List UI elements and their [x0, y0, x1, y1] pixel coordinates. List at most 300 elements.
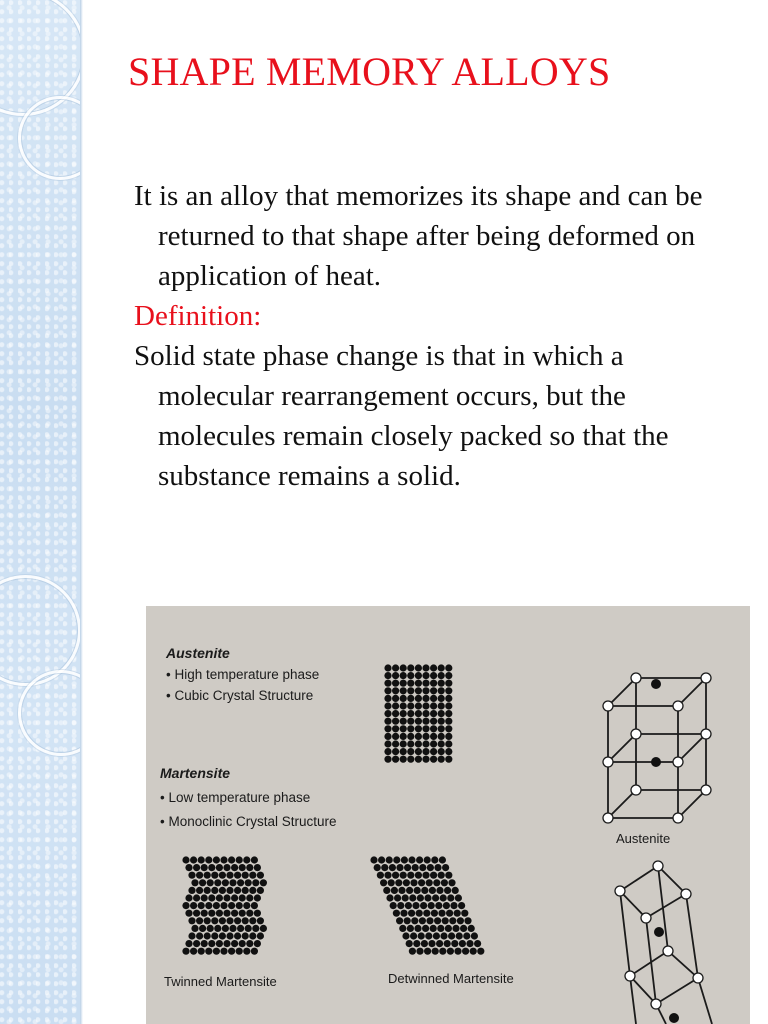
- atom: [231, 910, 238, 917]
- atom: [438, 672, 445, 679]
- atom: [448, 932, 455, 939]
- atom: [188, 872, 195, 879]
- atom: [254, 894, 261, 901]
- atom: [408, 910, 415, 917]
- atom: [445, 687, 452, 694]
- atom: [245, 879, 252, 886]
- atom: [228, 902, 235, 909]
- slide-body: [134, 176, 734, 496]
- atom: [444, 940, 451, 947]
- atom: [231, 940, 238, 947]
- atom: [257, 887, 264, 894]
- decorative-ring: [0, 575, 81, 686]
- atom: [466, 940, 473, 947]
- definition-paragraph: Solid state phase change is that in which a molecular rearrangement occurs, but the molecules remain closely packed so that the substance remains a solid.: [134, 340, 669, 492]
- atom: [445, 702, 452, 709]
- atom: [216, 894, 223, 901]
- atom: [470, 948, 477, 955]
- atom: [415, 872, 422, 879]
- atom: [430, 702, 437, 709]
- atom: [438, 725, 445, 732]
- atom: [190, 902, 197, 909]
- atom: [438, 748, 445, 755]
- atom: [242, 932, 249, 939]
- atom: [407, 756, 414, 763]
- atom: [220, 948, 227, 955]
- atom: [231, 894, 238, 901]
- atom: [198, 902, 205, 909]
- atom: [220, 856, 227, 863]
- atom: [390, 902, 397, 909]
- martensite-heading: Martensite: [160, 765, 231, 781]
- atom: [252, 879, 259, 886]
- atom: [239, 864, 246, 871]
- atom: [439, 856, 446, 863]
- martensite-bullet-2: • Monoclinic Crystal Structure: [160, 814, 337, 829]
- atom: [415, 680, 422, 687]
- atom: [182, 856, 189, 863]
- atom: [182, 948, 189, 955]
- atom: [395, 879, 402, 886]
- atom: [442, 864, 449, 871]
- atom: [223, 910, 230, 917]
- atom: [430, 733, 437, 740]
- martensite-bullet-1: • Low temperature phase: [160, 790, 311, 805]
- atom: [438, 756, 445, 763]
- atom: [452, 887, 459, 894]
- atom: [432, 948, 439, 955]
- atom: [415, 725, 422, 732]
- atom: [191, 925, 198, 932]
- atom: [415, 687, 422, 694]
- atom: [257, 917, 264, 924]
- atom: [477, 948, 484, 955]
- atom: [438, 872, 445, 879]
- atom: [374, 864, 381, 871]
- intro-paragraph: It is an alloy that memorizes its shape and can be returned to that shape after being deformed on application of heat.: [134, 180, 703, 292]
- atom: [410, 879, 417, 886]
- atom: [416, 856, 423, 863]
- atom: [432, 894, 439, 901]
- atom: [392, 680, 399, 687]
- atom: [411, 917, 418, 924]
- atom: [222, 879, 229, 886]
- atom: [400, 664, 407, 671]
- atom: [431, 910, 438, 917]
- atom: [445, 756, 452, 763]
- atom: [384, 672, 391, 679]
- atom: [441, 879, 448, 886]
- atom: [442, 917, 449, 924]
- atom: [415, 756, 422, 763]
- atom: [234, 887, 241, 894]
- atom: [205, 902, 212, 909]
- atom: [426, 879, 433, 886]
- atom: [384, 687, 391, 694]
- atom: [392, 872, 399, 879]
- atom: [422, 756, 429, 763]
- atom: [412, 902, 419, 909]
- atom: [420, 902, 427, 909]
- atom: [422, 664, 429, 671]
- atom: [407, 733, 414, 740]
- atom: [234, 917, 241, 924]
- atom: [223, 940, 230, 947]
- atom: [451, 940, 458, 947]
- martensite-monoclinic-drawing: [615, 861, 712, 1024]
- austenite-heading: Austenite: [166, 645, 230, 661]
- twinned-martensite-lattice: [182, 856, 267, 954]
- atom: [422, 672, 429, 679]
- austenite-lattice: [384, 664, 452, 762]
- atom: [404, 864, 411, 871]
- atom: [438, 695, 445, 702]
- atom: [449, 917, 456, 924]
- atom: [445, 872, 452, 879]
- atom: [445, 664, 452, 671]
- atom: [219, 917, 226, 924]
- atom: [400, 733, 407, 740]
- atom: [201, 910, 208, 917]
- atom: [438, 740, 445, 747]
- atom: [400, 910, 407, 917]
- atom: [424, 894, 431, 901]
- atom: [392, 710, 399, 717]
- decorative-sidebar: [0, 0, 82, 1024]
- atom: [452, 925, 459, 932]
- atom: [237, 925, 244, 932]
- atom: [407, 664, 414, 671]
- atom: [239, 894, 246, 901]
- atom: [407, 872, 414, 879]
- atom: [438, 718, 445, 725]
- atom: [464, 917, 471, 924]
- twinned-martensite-caption: Twinned Martensite: [164, 974, 277, 989]
- atom: [400, 740, 407, 747]
- atom: [384, 725, 391, 732]
- atom: [436, 887, 443, 894]
- atom: [409, 948, 416, 955]
- atom: [384, 718, 391, 725]
- atom: [431, 856, 438, 863]
- atom: [204, 887, 211, 894]
- atom: [445, 710, 452, 717]
- atom: [430, 710, 437, 717]
- atom: [243, 856, 250, 863]
- atom: [415, 718, 422, 725]
- atom: [422, 740, 429, 747]
- atom: [219, 872, 226, 879]
- atom: [236, 856, 243, 863]
- atom: [430, 872, 437, 879]
- atom: [462, 948, 469, 955]
- atom: [185, 940, 192, 947]
- atom: [216, 910, 223, 917]
- atom: [438, 664, 445, 671]
- atom: [254, 864, 261, 871]
- atom: [234, 872, 241, 879]
- atom: [405, 902, 412, 909]
- atom: [430, 695, 437, 702]
- atom: [239, 910, 246, 917]
- atom: [407, 695, 414, 702]
- atom: [443, 902, 450, 909]
- atom: [199, 879, 206, 886]
- atom: [422, 680, 429, 687]
- atom: [216, 864, 223, 871]
- atom: [463, 932, 470, 939]
- atom: [436, 940, 443, 947]
- atom: [402, 932, 409, 939]
- sidebar-edge: [80, 0, 83, 1024]
- atom: [422, 733, 429, 740]
- atom: [199, 925, 206, 932]
- atom: [407, 702, 414, 709]
- atom: [415, 710, 422, 717]
- atom: [246, 894, 253, 901]
- atom: [430, 672, 437, 679]
- atom: [413, 940, 420, 947]
- atom: [190, 948, 197, 955]
- atom: [208, 940, 215, 947]
- atom: [207, 925, 214, 932]
- atom: [228, 856, 235, 863]
- atom: [438, 687, 445, 694]
- atom: [438, 680, 445, 687]
- atom: [445, 733, 452, 740]
- atom: [403, 879, 410, 886]
- atom: [401, 856, 408, 863]
- atom: [447, 948, 454, 955]
- atom: [415, 740, 422, 747]
- atom: [386, 894, 393, 901]
- atom: [444, 887, 451, 894]
- atom: [208, 894, 215, 901]
- atom: [228, 948, 235, 955]
- atom: [243, 902, 250, 909]
- atom: [430, 725, 437, 732]
- atom: [407, 710, 414, 717]
- atom: [386, 856, 393, 863]
- atom: [198, 856, 205, 863]
- atom: [430, 718, 437, 725]
- atom: [370, 856, 377, 863]
- atom: [231, 864, 238, 871]
- atom: [188, 932, 195, 939]
- atom: [406, 940, 413, 947]
- atom: [400, 695, 407, 702]
- atom: [384, 695, 391, 702]
- atom: [380, 879, 387, 886]
- atom: [415, 702, 422, 709]
- atom: [193, 864, 200, 871]
- atom: [424, 948, 431, 955]
- atom: [196, 932, 203, 939]
- atom: [456, 932, 463, 939]
- atom: [455, 894, 462, 901]
- atom: [438, 710, 445, 717]
- atom: [426, 917, 433, 924]
- atom: [415, 672, 422, 679]
- atom: [236, 948, 243, 955]
- atom: [384, 710, 391, 717]
- atom: [384, 664, 391, 671]
- atom: [434, 917, 441, 924]
- atom: [249, 887, 256, 894]
- atom: [185, 910, 192, 917]
- atom: [407, 672, 414, 679]
- atom: [242, 872, 249, 879]
- atom: [424, 856, 431, 863]
- atom: [381, 864, 388, 871]
- atom: [383, 887, 390, 894]
- atom: [407, 718, 414, 725]
- definition-heading: Definition:: [134, 300, 262, 332]
- atom: [204, 932, 211, 939]
- atom: [220, 902, 227, 909]
- atom: [384, 702, 391, 709]
- atom: [397, 902, 404, 909]
- atom: [400, 725, 407, 732]
- atom: [245, 925, 252, 932]
- atom: [211, 917, 218, 924]
- atom: [193, 910, 200, 917]
- atom: [260, 925, 267, 932]
- atom: [182, 902, 189, 909]
- atom: [445, 740, 452, 747]
- atom: [393, 910, 400, 917]
- atom: [407, 687, 414, 694]
- atom: [414, 925, 421, 932]
- atom: [458, 902, 465, 909]
- atom: [430, 756, 437, 763]
- atom: [445, 748, 452, 755]
- atom: [418, 932, 425, 939]
- atom: [419, 917, 426, 924]
- atom: [378, 856, 385, 863]
- atom: [249, 932, 256, 939]
- atom: [416, 948, 423, 955]
- atom: [414, 887, 421, 894]
- atom: [207, 879, 214, 886]
- atom: [243, 948, 250, 955]
- atom: [415, 695, 422, 702]
- atom: [242, 887, 249, 894]
- atom: [389, 864, 396, 871]
- atom: [433, 932, 440, 939]
- atom: [396, 917, 403, 924]
- atom: [445, 718, 452, 725]
- atom: [208, 864, 215, 871]
- atom: [254, 940, 261, 947]
- atom: [392, 672, 399, 679]
- atom: [410, 932, 417, 939]
- atom: [412, 864, 419, 871]
- atom: [234, 932, 241, 939]
- atom: [392, 740, 399, 747]
- atom: [440, 932, 447, 939]
- atom: [226, 887, 233, 894]
- atom: [445, 680, 452, 687]
- atom: [236, 902, 243, 909]
- atom: [427, 864, 434, 871]
- atom: [445, 925, 452, 932]
- atom: [400, 702, 407, 709]
- atom: [204, 917, 211, 924]
- atom: [404, 917, 411, 924]
- atom: [433, 879, 440, 886]
- atom: [450, 902, 457, 909]
- atom: [223, 894, 230, 901]
- atom: [407, 680, 414, 687]
- atom: [399, 925, 406, 932]
- atom: [239, 940, 246, 947]
- atom: [229, 925, 236, 932]
- atom: [377, 872, 384, 879]
- atom: [392, 718, 399, 725]
- atom: [400, 672, 407, 679]
- detwinned-martensite-caption: Detwinned Martensite: [388, 971, 514, 986]
- atom: [445, 672, 452, 679]
- atom: [418, 879, 425, 886]
- atom: [434, 864, 441, 871]
- atom: [421, 887, 428, 894]
- atom: [415, 664, 422, 671]
- atom: [246, 910, 253, 917]
- atom: [438, 910, 445, 917]
- atom: [392, 695, 399, 702]
- atom: [201, 864, 208, 871]
- atom: [430, 925, 437, 932]
- atom: [391, 887, 398, 894]
- atom: [246, 940, 253, 947]
- atom: [208, 910, 215, 917]
- atom: [448, 879, 455, 886]
- atom: [252, 925, 259, 932]
- atom: [219, 887, 226, 894]
- atom: [445, 725, 452, 732]
- atom: [407, 925, 414, 932]
- atom: [392, 664, 399, 671]
- atom: [471, 932, 478, 939]
- atom: [408, 856, 415, 863]
- atom: [392, 756, 399, 763]
- atom: [384, 733, 391, 740]
- atom: [196, 872, 203, 879]
- atom: [191, 879, 198, 886]
- atom: [428, 902, 435, 909]
- atom: [422, 925, 429, 932]
- atom: [205, 948, 212, 955]
- atom: [201, 894, 208, 901]
- atom: [388, 879, 395, 886]
- atom: [430, 748, 437, 755]
- atom: [213, 856, 220, 863]
- atom: [435, 902, 442, 909]
- atom: [409, 894, 416, 901]
- atom: [254, 910, 261, 917]
- atom: [226, 872, 233, 879]
- atom: [438, 702, 445, 709]
- atom: [430, 680, 437, 687]
- atom: [400, 680, 407, 687]
- atom: [459, 940, 466, 947]
- atom: [422, 695, 429, 702]
- atom: [474, 940, 481, 947]
- atom: [384, 756, 391, 763]
- atom: [415, 748, 422, 755]
- atom: [204, 872, 211, 879]
